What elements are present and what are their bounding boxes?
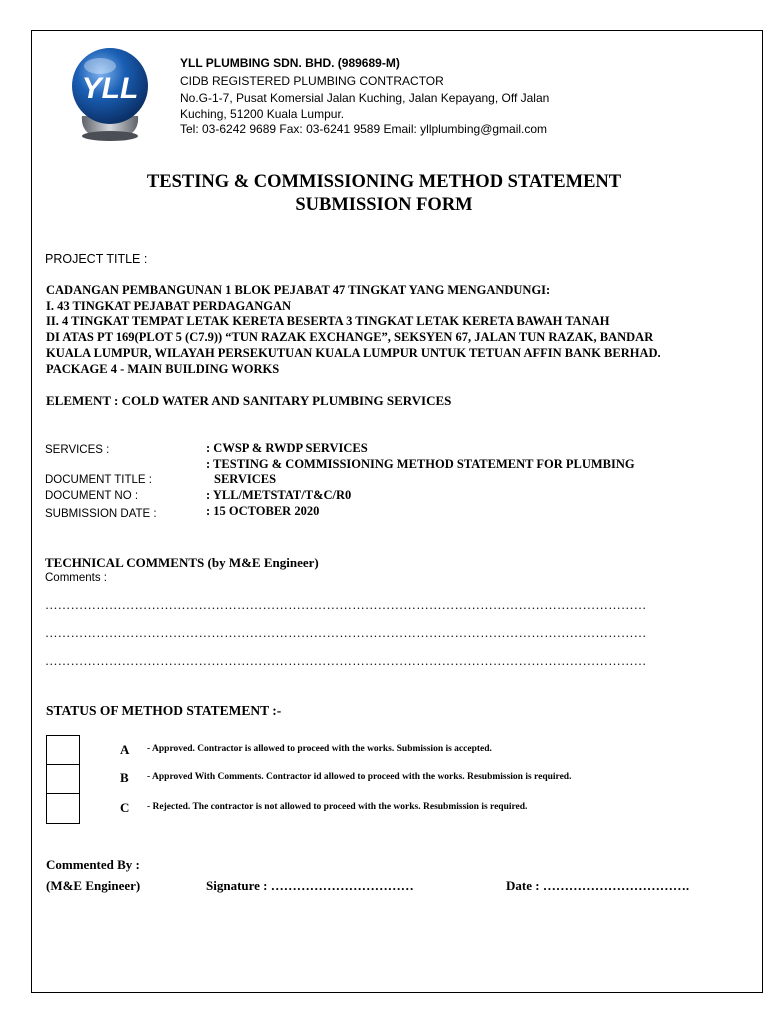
comment-line[interactable]: …………………………………………………………………………………………………………………………… xyxy=(45,654,647,668)
status-letter-b: B xyxy=(120,770,129,785)
status-letter-a: A xyxy=(120,742,130,757)
document-no-value: : YLL/METSTAT/T&C/R0 xyxy=(206,488,352,502)
submission-date-label: SUBMISSION DATE : xyxy=(45,508,157,520)
project-line: DI ATAS PT 169(PLOT 5 (C7.9)) “TUN RAZAK EXCHANGE”, SEKSYEN 67, JALAN TUN RAZAK, BANDAR xyxy=(46,330,654,344)
comments-label: Comments : xyxy=(45,572,107,584)
signature-field[interactable]: Signature : …………………………… xyxy=(206,878,414,893)
company-contact: Tel: 03-6242 9689 Fax: 03-6241 9589 Email: yllplumbing@gmail.com xyxy=(180,122,548,136)
status-checkbox-c[interactable] xyxy=(46,793,80,824)
company-name: YLL PLUMBING SDN. BHD. (989689-M) xyxy=(180,56,400,70)
comment-line[interactable]: …………………………………………………………………………………………………………………………… xyxy=(45,626,647,640)
status-letter-c: C xyxy=(120,800,130,815)
project-line: KUALA LUMPUR, WILAYAH PERSEKUTUAN KUALA LUMPUR UNTUK TETUAN AFFIN BANK BERHAD. xyxy=(46,346,661,360)
date-field[interactable]: Date : ……………………………. xyxy=(506,878,690,893)
services-label: SERVICES : xyxy=(45,444,110,456)
form-title-line2: SUBMISSION FORM xyxy=(295,195,473,215)
technical-comments-heading: TECHNICAL COMMENTS (by M&E Engineer) xyxy=(45,555,319,570)
project-line: PACKAGE 4 - MAIN BUILDING WORKS xyxy=(46,362,280,376)
status-desc-b: - Approved With Comments. Contractor id allowed to proceed with the works. Resubmission is required. xyxy=(147,772,572,782)
project-line: II. 4 TINGKAT TEMPAT LETAK KERETA BESERTA 3 TINGKAT LETAK KERETA BAWAH TANAH xyxy=(46,314,610,328)
status-desc-a: - Approved. Contractor is allowed to proceed with the works. Submission is accepted. xyxy=(147,744,492,754)
element-line: ELEMENT : COLD WATER AND SANITARY PLUMBING SERVICES xyxy=(46,393,452,408)
project-title-label: PROJECT TITLE : xyxy=(45,252,148,266)
engineer-label: (M&E Engineer) xyxy=(46,878,141,893)
document-title-value: : TESTING & COMMISSIONING METHOD STATEMENT FOR PLUMBING xyxy=(206,457,635,471)
status-checkbox-b[interactable] xyxy=(46,764,80,794)
submission-date-value: : 15 OCTOBER 2020 xyxy=(206,504,320,518)
logo-text: YLL xyxy=(81,72,139,105)
document-no-label: DOCUMENT NO : xyxy=(45,490,139,502)
document-title-value-cont: SERVICES xyxy=(214,472,277,486)
status-heading: STATUS OF METHOD STATEMENT :- xyxy=(46,703,282,718)
form-title-line1: TESTING & COMMISSIONING METHOD STATEMENT xyxy=(146,172,622,192)
project-line: CADANGAN PEMBANGUNAN 1 BLOK PEJABAT 47 TINGKAT YANG MENGANDUNGI: xyxy=(46,283,551,297)
company-address-line1: No.G-1-7, Pusat Komersial Jalan Kuching, Jalan Kepayang, Off Jalan xyxy=(180,91,550,105)
commented-by-label: Commented By : xyxy=(46,857,140,872)
status-checkbox-a[interactable] xyxy=(46,735,80,765)
document-title-label: DOCUMENT TITLE : xyxy=(45,474,152,486)
yll-sphere-logo xyxy=(68,46,152,144)
project-line: I. 43 TINGKAT PEJABAT PERDAGANGAN xyxy=(46,299,292,313)
services-value: : CWSP & RWDP SERVICES xyxy=(206,441,368,455)
company-registration: CIDB REGISTERED PLUMBING CONTRACTOR xyxy=(180,74,444,88)
comment-line[interactable]: …………………………………………………………………………………………………………………………… xyxy=(45,598,647,612)
company-address-line2: Kuching, 51200 Kuala Lumpur. xyxy=(180,107,345,121)
company-logo xyxy=(68,46,152,144)
status-desc-c: - Rejected. The contractor is not allowed to proceed with the works. Resubmission is required. xyxy=(147,802,528,812)
